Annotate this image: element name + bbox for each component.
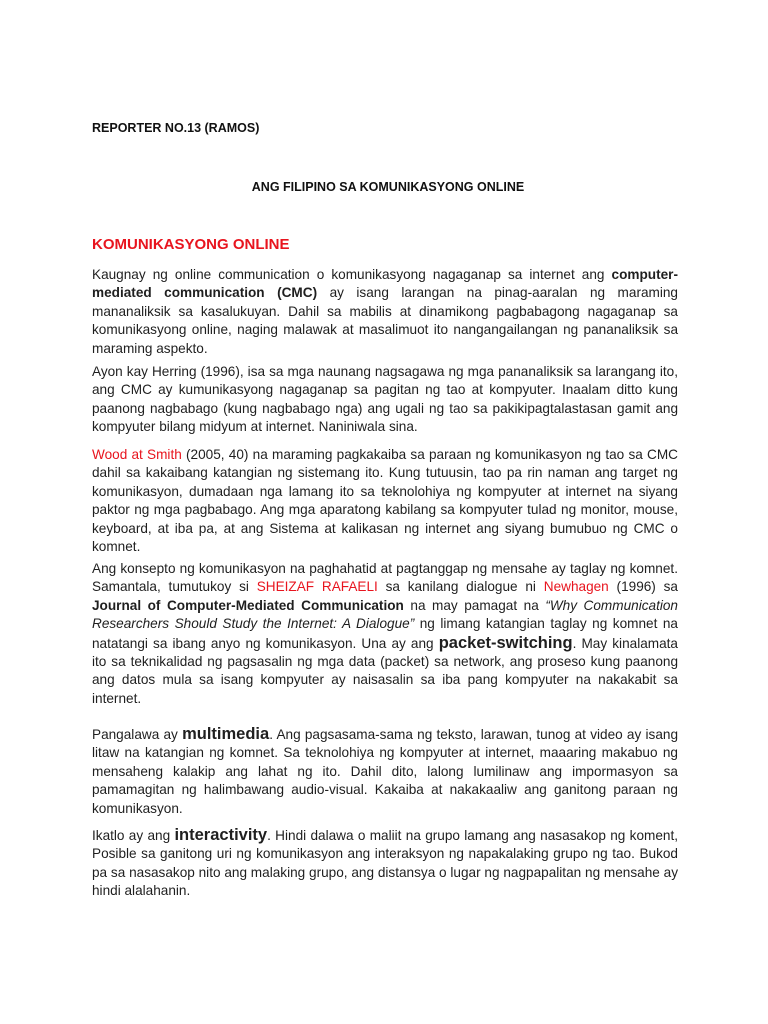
p5-text-a: Pangalawa ay — [92, 727, 183, 742]
document-title: ANG FILIPINO SA KOMUNIKASYONG ONLINE — [251, 180, 525, 194]
p4-article-title: “Why Communication Researchers Should Study the Internet: A Dialogue” — [92, 597, 678, 632]
reporter-label: REPORTER NO.13 (RAMOS) — [92, 121, 260, 135]
paragraph-5 — [92, 725, 678, 818]
paragraph-6 — [92, 826, 678, 901]
paragraph-3 — [92, 446, 678, 556]
p3-text-b: (2005, 40) na maraming pagkakaiba sa paraan ng komunikasyon ng tao sa CMC dahil sa kakaibang katangian ng sistemang ito. Kung tutuusin, tao pa rin naman ang target ng komunikasyon, dumadaan nga lamang ito sa teknolohiya ng kompyuter at internet na siyang paktor ng mga pagbabago. Ang mga aparatong kabilang sa kompyuter tulad ng monitor, mouse, keyboard, at iba pa, at ang Sistema at kalikasan ng internet ang siyang bumubuo ng CMC o komnet. — [92, 447, 678, 555]
p2-text: Ayon kay Herring (1996), isa sa mga naunang nagsagawa ng mga pananaliksik sa larangang ito, ang CMC ay kumunikasyong nagaganap sa pagitan ng tao at kompyuter. Inaalam ditto kung paanong nagbabago (kung nagbabago nga) ang ugali ng tao sa pakikipagtalastasan gamit ang kompyuter bilang midyum at internet. Naniniwala sina. — [92, 364, 678, 435]
p4-text-k: . May kinalamata ito sa teknikalidad ng pagsasalin ng mga data (packet) sa network, ang proseso kung paanong ang datos mula sa isang kompyuter ay naisasalin sa iba pang kompyuter na nakakabit sa internet. — [92, 635, 678, 706]
p1-text-a: Kaugnay ng online communication o komunikasyong nagaganap sa internet ang — [92, 267, 612, 282]
p4-text-i: ng limang katangian taglay ng komnet na natatangi sa ibang anyo ng komunikasyon. Una ay ang — [92, 616, 678, 651]
p5-text-c: . Ang pagsasama-sama ng teksto, larawan, tunog at video ay isang litaw na katangian ng komnet. Sa teknolohiya ng kompyuter at internet, maaaring makabuo ng mensaheng kalakip ang lahat ng ito. Dahil dito, lalong lumilinaw ang impormasyon sa pamamagitan ng halimbawang audio-visual. Kakaiba at nakakaaliw ang ganitong paraan ng komunikasyon. — [92, 727, 679, 816]
p4-text-c: sa kanilang dialogue ni — [377, 579, 544, 595]
p6-text-a: Ikatlo ay ang — [92, 828, 175, 843]
paragraph-4 — [92, 560, 678, 708]
p1-text-c: ay isang larangan na pinag-aaralan ng maraming mananaliksik sa kasalukuyan. Dahil sa mabilis at dinamikong pagbabagong nagaganap sa komunikasyong online, naging malawak at masalimuot ito nangangailangan ng pananaliksik sa maraming aspekto. — [92, 285, 678, 356]
p6-text-c: . Hindi dalawa o maliit na grupo lamang ang nasasakop ng koment, Posible sa ganitong uri ng komunikasyon ang interaksyon ng napakalaking grupo ng tao. Bukod pa sa nasasakop nito ang malaking grupo, ang distansya o lugar ng nagpapalitan ng mensahe ay hindi alalahanin. — [92, 828, 679, 899]
p4-term-packet-switching: packet-switching — [438, 633, 573, 652]
section-heading: KOMUNIKASYONG ONLINE — [92, 236, 290, 253]
p4-author-rafaeli: SHEIZAF RAFAELI — [256, 579, 378, 595]
p4-text-a: Ang konsepto ng komunikasyon na paghahatid at pagtanggap ng mensahe ay taglay ng komnet. Samantala, tumutukoy si — [92, 561, 678, 595]
paragraph-2 — [92, 363, 678, 437]
p4-text-e: (1996) sa — [608, 579, 678, 595]
p5-term-multimedia: multimedia — [182, 725, 270, 743]
p4-journal-title: Journal of Computer-Mediated Communication — [92, 597, 404, 613]
paragraph-1 — [92, 266, 678, 358]
p3-author-wood-smith: Wood at Smith — [92, 447, 182, 462]
p4-text-g: na may pamagat na — [403, 597, 546, 613]
p1-term-cmc: computer-mediated communication (CMC) — [92, 267, 678, 301]
p4-author-newhagen: Newhagen — [543, 579, 609, 595]
p6-term-interactivity: interactivity — [174, 826, 268, 844]
